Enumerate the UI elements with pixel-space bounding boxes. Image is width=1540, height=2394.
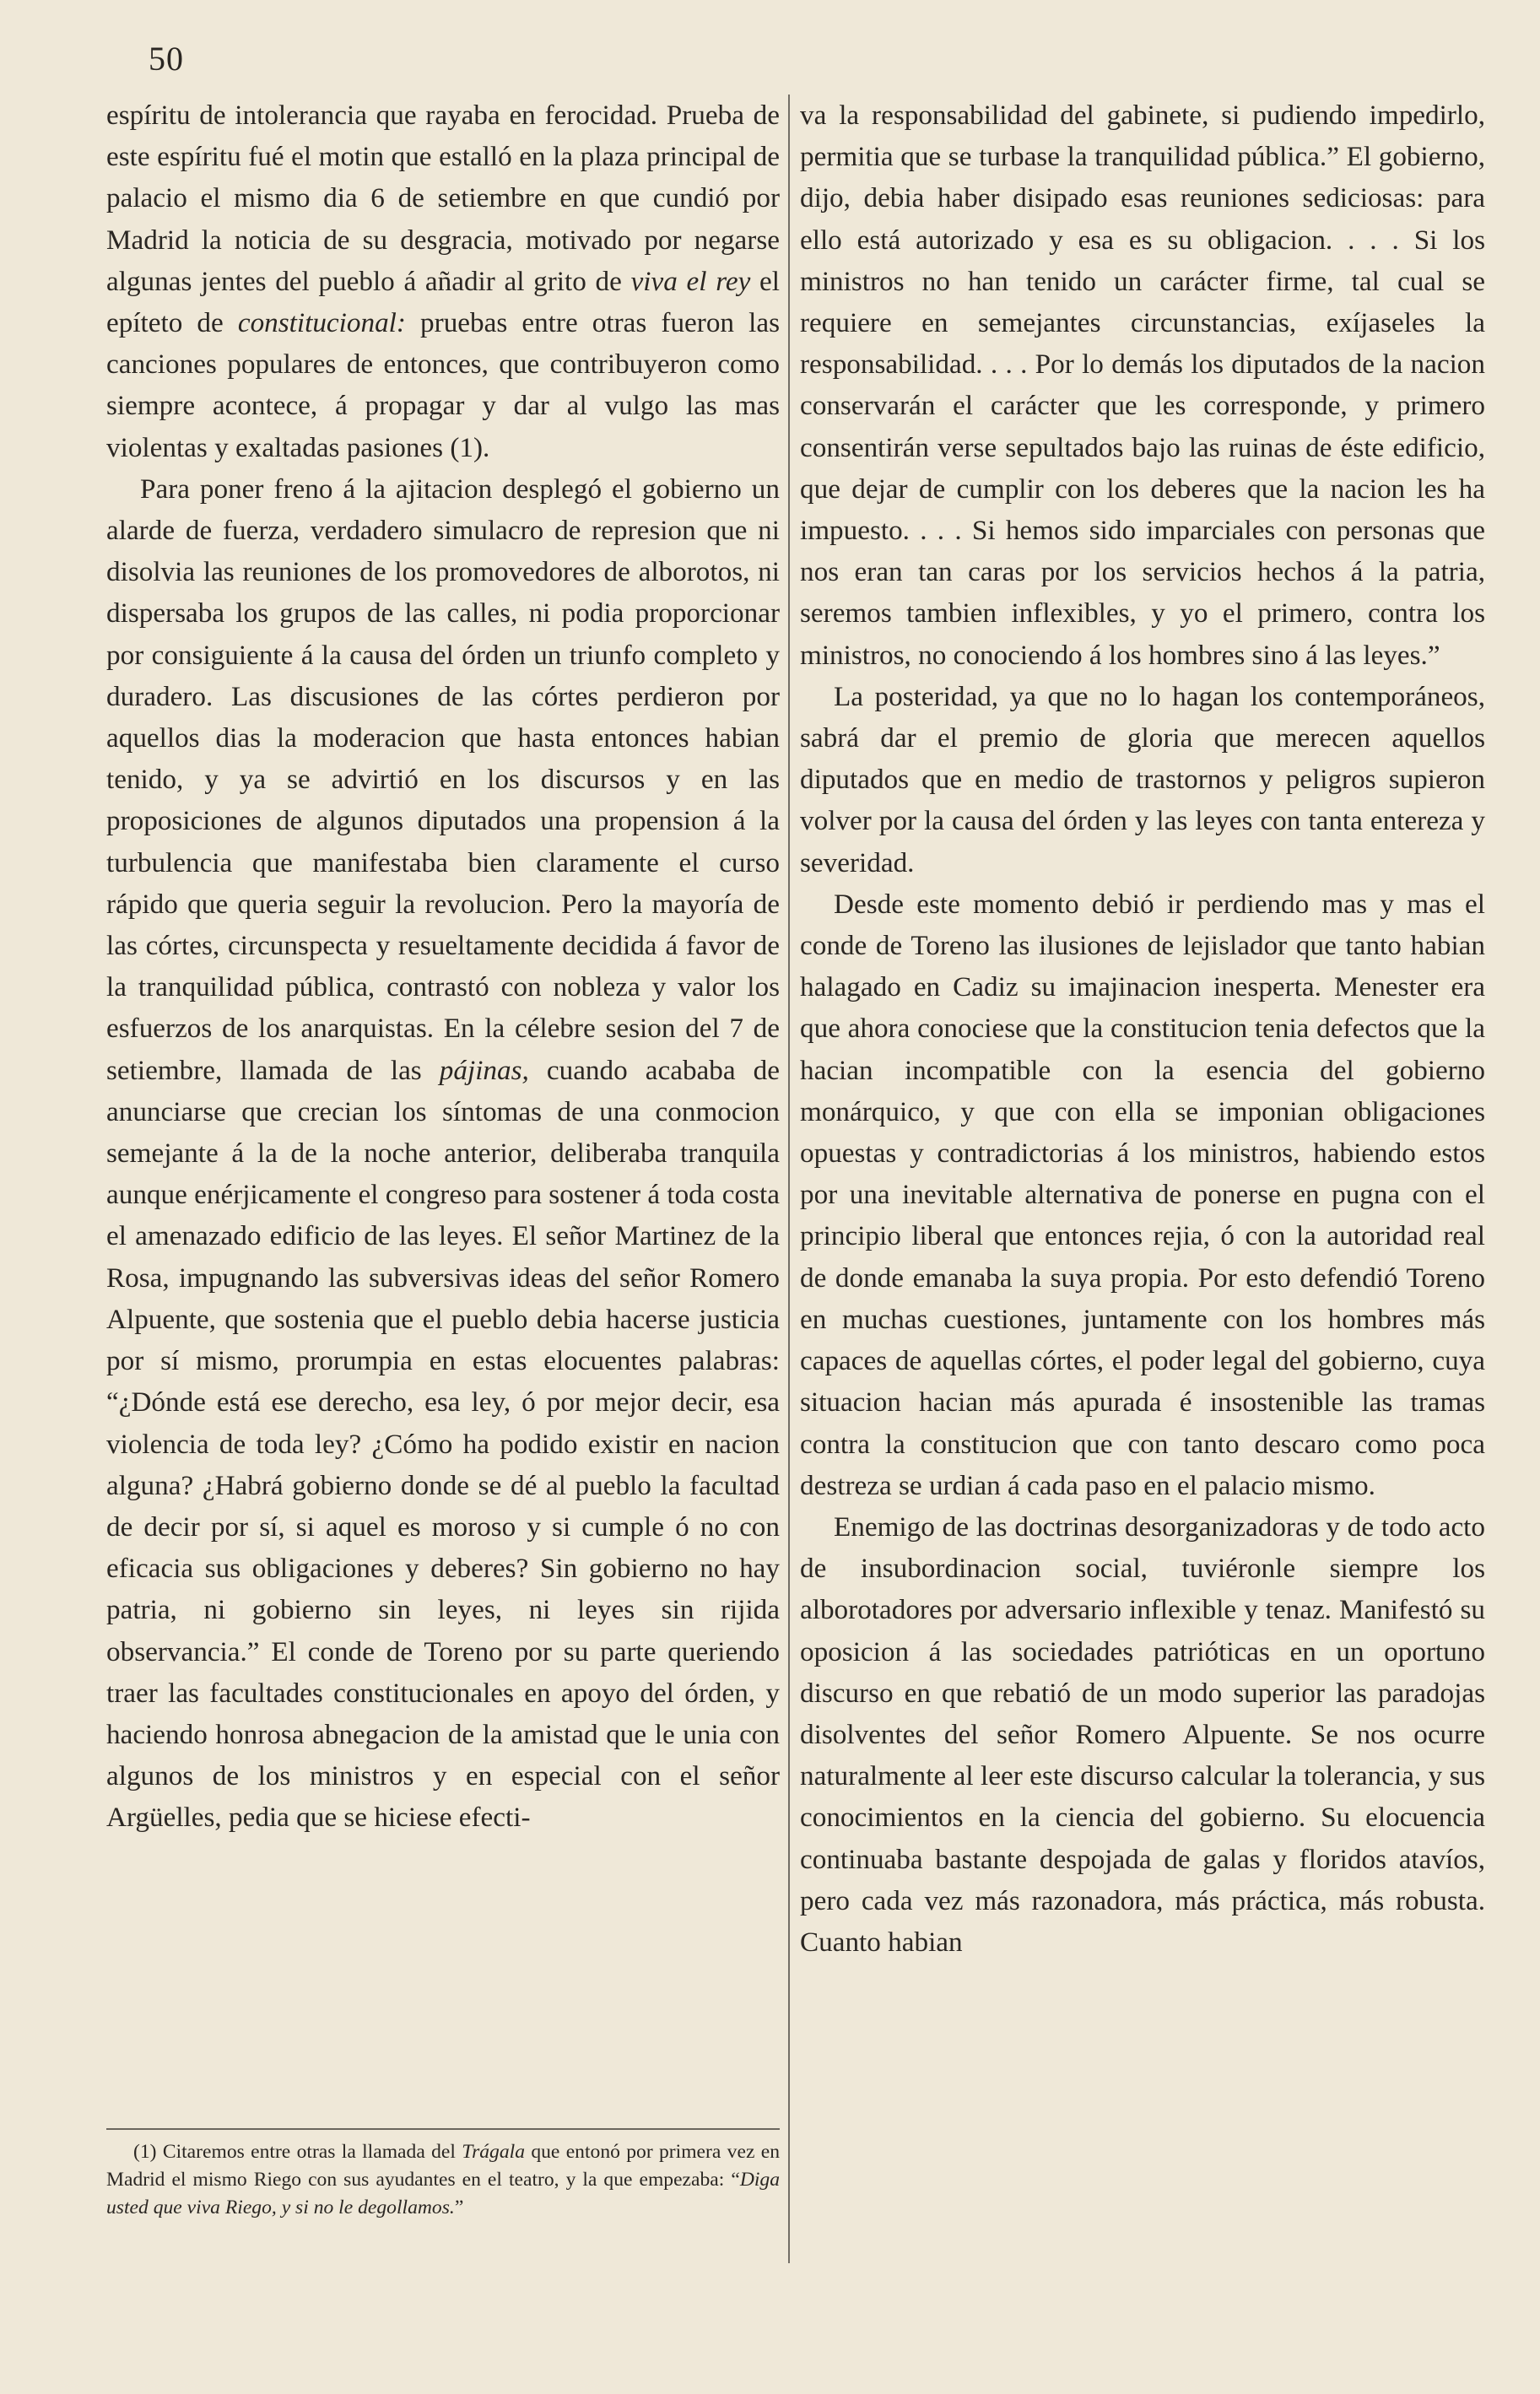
footnote-text-b: que entonó por primera vez en Madrid el mismo Riego con sus ayudantes en el teatro, y la que empezaba: “ bbox=[106, 2141, 780, 2191]
left-p1-text-mid: el epíteto de bbox=[106, 265, 781, 339]
column-divider bbox=[788, 95, 790, 2263]
right-column bbox=[800, 95, 1485, 2255]
footnote-divider bbox=[106, 2128, 780, 2130]
right-paragraph-2: La posteridad, ya que no lo hagan los contemporáneos, sabrá dar el premio de gloria que merecen aquellos diputados que en medio de trastornos y peligros supieron volver por la causa del órden y las leyes con tanta entereza y severidad. bbox=[800, 680, 1485, 878]
left-p1-text: espíritu de intolerancia que rayaba en ferocidad. Prueba de este espíritu fué el motin que estalló en la plaza principal de palacio el mismo dia 6 de setiembre en que cundió por Madrid la noticia de su desgracia, motivado por negarse algunas jentes del pueblo á añadir al grito de bbox=[106, 100, 780, 297]
right-paragraph-1: va la responsabilidad del gabinete, si pudiendo impedirlo, permitia que se turbase la tranquilidad pública.” El gobierno, dijo, debia haber disipado esas reuniones sediciosas: para ello está autorizado y esa es su obligacion. . . . Si los ministros no han tenido un carácter firme, tal cual se requiere en semejantes circunstancias, exíjaseles la responsabilidad. . . . Por lo demás los diputados de la nacion conservarán el carácter que les corresponde, y primero consentirán verse sepultados bajo las ruinas de éste edificio, que dejar de cumplir con los deberes que la nacion les ha impuesto. . . . Si hemos sido imparciales con personas que nos eran tan caras por los servicios hechos á la patria, seremos tambien inflexibles, y yo el primero, contra los ministros, no conociendo á los hombres sino á las leyes.” bbox=[800, 100, 1485, 671]
left-p2-italic-pajinas: pájinas, bbox=[439, 1054, 529, 1086]
left-column bbox=[106, 95, 780, 2120]
left-p1-italic-constitucional: constitucional: bbox=[237, 307, 406, 339]
left-p1-italic-viva: viva el rey bbox=[630, 265, 751, 297]
footnote-text-c: ” bbox=[454, 2197, 464, 2218]
left-paragraph-2 bbox=[106, 468, 780, 1839]
footnote bbox=[106, 2138, 780, 2222]
footnote-italic-tragala: Trágala bbox=[462, 2141, 525, 2163]
page-number: 50 bbox=[149, 40, 184, 78]
left-p2-text-a: Para poner freno á la ajitacion desplegó el gobierno un alarde de fuerza, verdadero simulacro de represion que ni disolvia las reuniones de los promovedores de alborotos, ni dispersaba los grupos de las calles, ni podia proporcionar por consiguiente á la causa del órden un triunfo completo y duradero. Las discusiones de las córtes perdieron por aquellos dias la moderacion que hasta entonces habian tenido, y ya se advirtió en los discursos y en las proposiciones de algunos diputados una propension á la turbulencia que manifestaba bien claramente el curso rápido que queria seguir la revolucion. Pero la mayoría de las córtes, circunspecta y resueltamente decidida á favor de la tranquilidad pública, contrastó con nobleza y valor los esfuerzos de los anarquistas. En la célebre sesion del 7 de setiembre, llamada de las bbox=[106, 473, 780, 1086]
footnote-marker: (1) bbox=[133, 2141, 157, 2163]
left-p1-text-end: pruebas entre otras fueron las canciones populares de entonces, que contribuyeron como siempre acontece, á propagar y dar al vulgo las mas violentas y exaltadas pasiones (1). bbox=[106, 307, 780, 463]
footnote-text-a: Citaremos entre otras la llamada del bbox=[156, 2141, 462, 2163]
footnote-italic-quote: Diga usted que viva Riego, y si no le degollamos. bbox=[106, 2169, 780, 2218]
right-paragraph-4: Enemigo de las doctrinas desorganizadoras y de todo acto de insubordinacion social, tuviéronle siempre los alborotadores por adversario inflexible y tenaz. Manifestó su oposicion á las sociedades patrióticas en un oportuno discurso en que rebatió de un modo superior las paradojas disolventes del señor Romero Alpuente. Se nos ocurre naturalmente al leer este discurso calcular la tolerancia, y sus conocimientos en la ciencia del gobierno. Su elocuencia continuaba bastante despojada de galas y floridos atavíos, pero cada vez más razonadora, más práctica, más robusta. Cuanto habian bbox=[800, 1510, 1485, 1958]
left-p2-text-b: cuando acababa de anunciarse que crecian los síntomas de una conmocion semejante á la de la noche anterior, deliberaba tranquila aunque enérjicamente el congreso para sostener á toda costa el amenazado edificio de las leyes. El señor Martinez de la Rosa, impugnando las subversivas ideas del señor Romero Alpuente, que sostenia que el pueblo debia hacerse justicia por sí mismo, prorumpia en estas elocuentes palabras: “¿Dónde está ese derecho, esa ley, ó por mejor decir, esa violencia de toda ley? ¿Cómo ha podido existir en nacion alguna? ¿Habrá gobierno donde se dé al pueblo la facultad de decir por sí, si aquel es moroso y si cumple ó no con eficacia sus obligaciones y deberes? Sin gobierno no hay patria, ni gobierno sin leyes, ni leyes sin rijida observancia.” El conde de Toreno por su parte queriendo traer las facultades constitucionales en apoyo del órden, y haciendo honrosa abnegacion de la amistad que le unia con algunos de los ministros y en especial con el señor Argüelles, pedia que se hiciese efecti- bbox=[106, 1054, 780, 1834]
right-paragraph-3: Desde este momento debió ir perdiendo mas y mas el conde de Toreno las ilusiones de lejislador que tanto habian halagado en Cadiz su imajinacion inesperta. Menester era que ahora conociese que la constitucion tenia defectos que la hacian incompatible con la esencia del gobierno monárquico, y que con ella se imponian obligaciones opuestas y contradictorias á los ministros, habiendo estos por una inevitable alternativa de ponerse en pugna con el principio liberal que entonces rejia, ó con la autoridad real de donde emanaba la suya propia. Por esto defendió Toreno en muchas cuestiones, juntamente con los hombres más capaces de aquellas córtes, el poder legal del gobierno, cuya situacion hacian más apurada é insostenible las tramas contra la constitucion que con tanto descaro como poca destreza se urdian á cada paso en el palacio mismo. bbox=[800, 888, 1485, 1501]
left-paragraph-1 bbox=[106, 95, 780, 468]
